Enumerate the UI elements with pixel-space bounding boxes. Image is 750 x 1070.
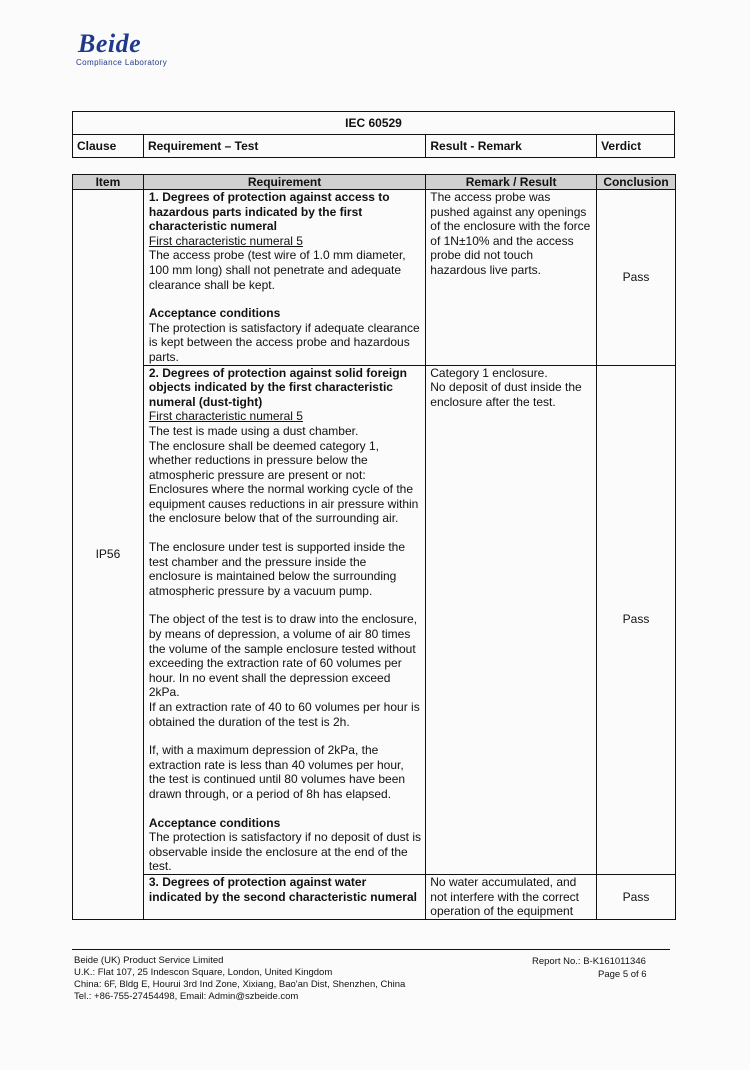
- numeral-label: First characteristic numeral 5: [148, 233, 303, 248]
- requirement-text: The access probe (test wire of 1.0 mm diameter, 100 mm long) shall not penetrate and adequate clearance shall be kept.: [148, 248, 406, 292]
- remark-cell: No water accumulated, and not interfere with the correct operation of the equipment: [426, 874, 597, 919]
- conclusion-cell: Pass: [596, 874, 675, 919]
- conclusion-cell: Pass: [596, 365, 675, 874]
- requirement-text: Enclosures where the normal working cycle of the equipment causes reductions in air pressure within the enclosure below that of the surrounding air.: [148, 482, 419, 526]
- footer-address: [74, 955, 405, 1003]
- header-result-remark: Result - Remark: [426, 135, 597, 158]
- acceptance-title: Acceptance conditions: [148, 815, 281, 830]
- col-remark-result: Remark / Result: [426, 175, 597, 190]
- item-code: IP56: [73, 190, 144, 920]
- logo-subtitle: Compliance Laboratory: [76, 58, 168, 67]
- remark-cell: [426, 365, 597, 874]
- remark-text: No deposit of dust inside the enclosure after the test.: [430, 380, 582, 409]
- logo-name: Beide: [78, 29, 142, 58]
- footer-contact: Tel.: +86-755-27454498, Email: Admin@szbeide.com: [74, 991, 299, 1002]
- requirement-cell: [143, 365, 425, 874]
- header-requirement-test: Requirement – Test: [143, 135, 425, 158]
- requirement-cell: [143, 874, 425, 919]
- standard-header-table: [72, 111, 675, 158]
- acceptance-text: The protection is satisfactory if no deposit of dust is observable inside the enclosure at the end of the test.: [148, 830, 422, 874]
- table-row: [73, 190, 676, 366]
- footer-company: Beide (UK) Product Service Limited: [74, 955, 224, 966]
- requirement-title: 1. Degrees of protection against access to hazardous parts indicated by the first characteristic numeral: [148, 190, 390, 234]
- remark-text: Category 1 enclosure.: [430, 365, 548, 380]
- footer-uk-address: U.K.: Flat 107, 25 Indescon Square, London, United Kingdom: [74, 967, 333, 978]
- requirement-text: If an extraction rate of 40 to 60 volumes per hour is obtained the duration of the test is 2h.: [148, 700, 420, 729]
- numeral-label: First characteristic numeral 5: [148, 409, 303, 424]
- table-row: [73, 365, 676, 874]
- report-number: Report No.: B-K161011346: [532, 956, 646, 967]
- requirement-cell: [143, 190, 425, 366]
- requirement-text: If, with a maximum depression of 2kPa, the extraction rate is less than 40 volumes per hour, the test is continued until 80 volumes have been drawn through, or a period of 8h has elapsed.: [148, 743, 406, 801]
- col-item: Item: [73, 175, 144, 190]
- requirement-text: The test is made using a dust chamber.: [148, 423, 359, 438]
- col-conclusion: Conclusion: [596, 175, 675, 190]
- requirement-text: The enclosure under test is supported inside the test chamber and the pressure inside the enclosure is maintained below the surrounding atmospheric pressure by a vacuum pump.: [148, 540, 406, 598]
- table-row: [73, 874, 676, 919]
- requirement-title: 2. Degrees of protection against solid foreign objects indicated by the first characteristic numeral (dust-tight): [148, 365, 407, 409]
- footer-report-info: [532, 955, 647, 981]
- requirement-text: The object of the test is to draw into the enclosure, by means of depression, a volume of air 80 times the volume of the sample enclosure tested without exceeding the extraction rate of 60 volumes per hour. In no event shall the depression exceed 2kPa.: [148, 612, 418, 700]
- standard-title: IEC 60529: [73, 112, 675, 135]
- conclusion-cell: Pass: [596, 190, 675, 366]
- company-logo: [78, 30, 167, 67]
- page-number: Page 5 of 6: [598, 969, 647, 980]
- remark-cell: The access probe was pushed against any openings of the enclosure with the force of 1N±10% and the access probe did not touch hazardous live parts.: [426, 190, 597, 366]
- requirement-title: 3. Degrees of protection against water indicated by the second characteristic numeral: [148, 874, 417, 904]
- col-requirement: Requirement: [143, 175, 425, 190]
- header-clause: Clause: [73, 135, 144, 158]
- footer-divider: [72, 949, 670, 950]
- header-verdict: Verdict: [597, 135, 675, 158]
- test-results-table: [72, 174, 676, 920]
- acceptance-title: Acceptance conditions: [148, 306, 281, 321]
- acceptance-text: The protection is satisfactory if adequate clearance is kept between the access probe and hazardous parts.: [148, 320, 420, 364]
- requirement-text: The enclosure shall be deemed category 1, whether reductions in pressure below the atmospheric pressure are present or not:: [148, 438, 380, 482]
- footer-china-address: China: 6F, Bldg E, Hourui 3rd Ind Zone, Xixiang, Bao'an Dist, Shenzhen, China: [74, 979, 406, 990]
